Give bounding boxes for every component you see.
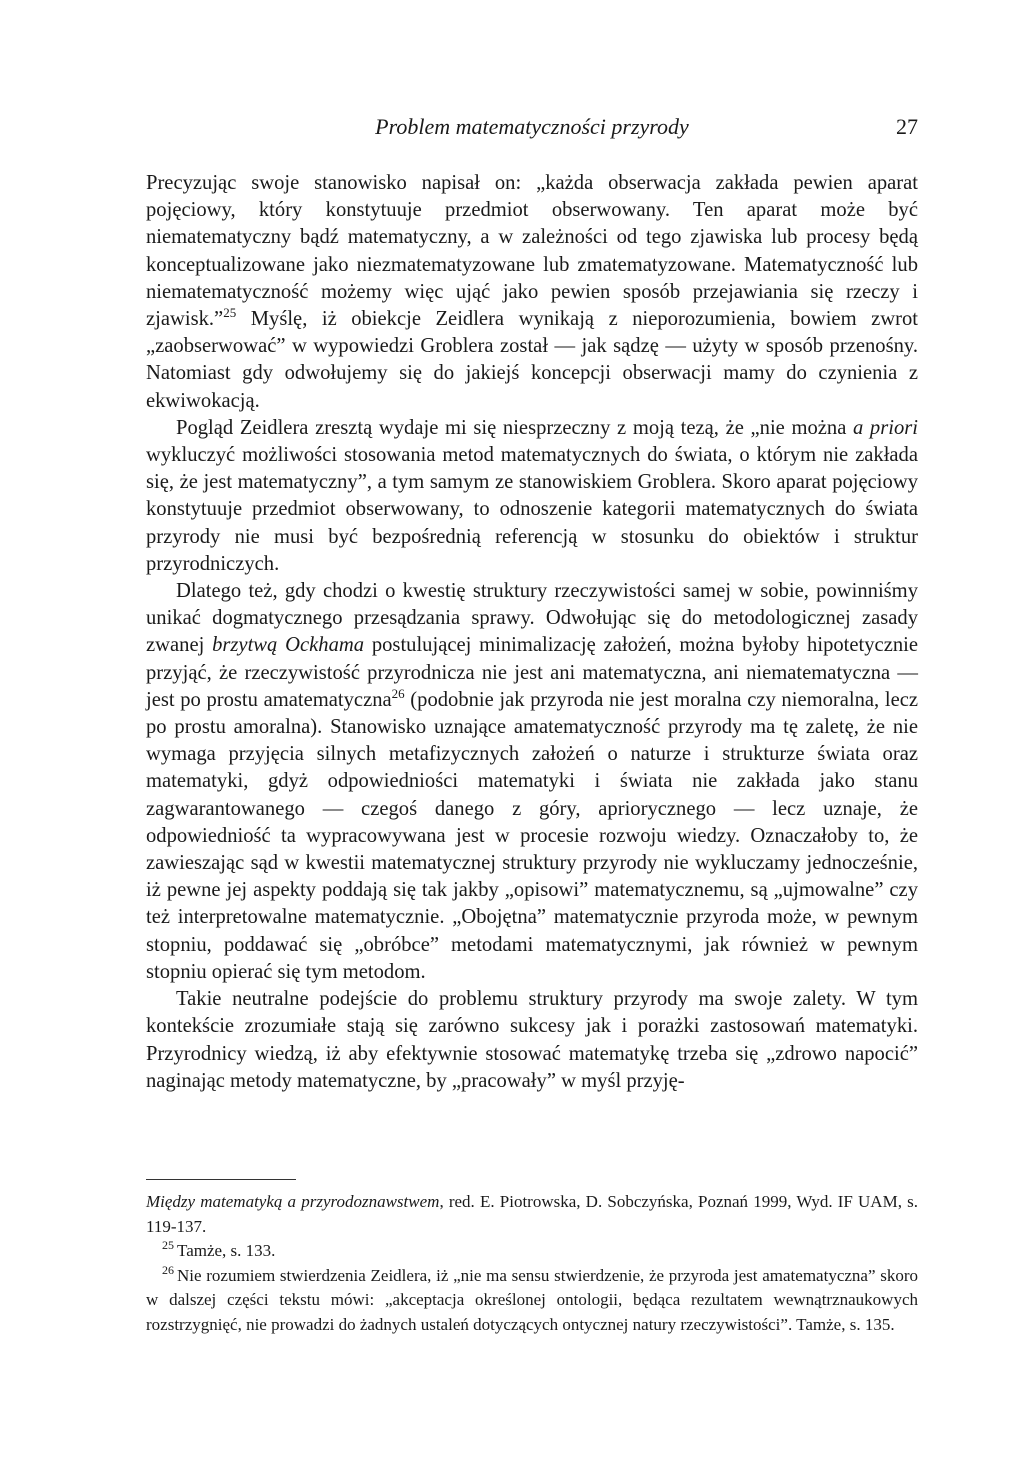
footnote-divider: [146, 1179, 296, 1180]
paragraph-1-text-b: Myślę, iż obiekcje Zeidlera wynikają z nieporozumienia, bowiem zwrot „zaobserwować” w wypowiedzi Groblera został — jak sądzę — użyty w sposób przenośny. Natomiast gdy odwołujemy się do jakiejś koncepcji obserwacji mamy do czynienia z ekwiwokacją.: [146, 308, 918, 412]
paragraph-3-italic: brzytwą Ockhama: [212, 634, 365, 657]
footnote-ref-25: 25: [223, 305, 237, 321]
paragraph-2: [146, 415, 918, 578]
footnote-26-number: 26: [162, 1262, 174, 1277]
paragraph-3-text-b: postulującej minimalizację założeń, można byłoby hipotetycznie przyjąć, że rzeczywistość przyrodnicza nie jest ani matematyczna, ani niematematyczna — jest po prostu amatematyczna: [146, 634, 918, 711]
footnote-25: [146, 1239, 918, 1264]
paragraph-4: [146, 986, 918, 1095]
footnote-25-text: Tamże, s. 133.: [177, 1241, 276, 1260]
page-number: 27: [896, 114, 918, 139]
paragraph-3: [146, 578, 918, 986]
paragraph-1: [146, 170, 918, 415]
paragraph-2-italic: a priori: [852, 416, 918, 439]
footnote-26-text: Nie rozumiem stwierdzenia Zeidlera, iż „nie ma sensu stwierdzenie, że przyroda jest amatematyczna” skoro w dalszej części tekstu mówi: „akceptacja określonej ontologii, będąca rezultatem wewnątrznaukowych rozstrzygnięć, nie prowadzi do żadnych ustaleń dotyczących ontycznej natury rzeczywistości”. Tamże, s. 135.: [146, 1265, 918, 1334]
paragraph-3-text-c: (podobnie jak przyroda nie jest moralna czy niemoralna, lecz po prostu amoralna). Stanowisko uznające amatematyczność przyrody ma tę zaletę, że nie wymaga przyjęcia silnych metafizycznych założeń o naturze i strukturze świata oraz matematyki, gdyż odpowiedniości matematyki i świata nie zakłada jako stanu zagwarantowanego — czegoś danego z góry, apriorycznego — lecz uznaje, że odpowiedniość ta wypracowywana jest w procesie rozwoju wiedzy. Oznaczałoby to, że zawieszając sąd w kwestii matematycznej struktury przyrody nie wykluczamy jednocześnie, iż pewne jej aspekty poddają się tak jakby „opisowi” matematycznemu, są „ujmowalne” czy też interpretowalne matematycznie. „Obojętna” matematycznie przyroda może, w pewnym stopniu, poddawać się „obróbce” metodami matematycznymi, jak również w pewnym stopniu opierać się tym metodom.: [146, 688, 918, 983]
paragraph-2-text-b: wykluczyć możliwości stosowania metod matematycznych do świata, o którym nie zakłada się, że jest matematyczny”, a tym samym ze stanowiskiem Groblera. Skoro aparat pojęciowy konstytuuje przedmiot obserwowany, to odnoszenie kategorii matematycznych do świata przyrody nie musi być bezpośrednią referencją w stosunku do obiektów i struktur przyrodniczych.: [146, 444, 918, 575]
footnote-source-title: Między matematyką a przyrodoznawstwem: [146, 1192, 440, 1211]
paragraph-2-text-a: Pogląd Zeidlera zresztą wydaje mi się niesprzeczny z moją tezą, że „nie można: [176, 416, 853, 439]
paragraph-4-text: Takie neutralne podejście do problemu struktury przyrody ma swoje zalety. W tym kontekście zrozumiałe stają się zarówno sukcesy jak i porażki zastosowań matematyki. Przyrodnicy wiedzą, iż aby efektywnie stosować matematykę trzeba się „zdrowo napocić” naginając metody matematyczne, by „pracowały” w myśl przyję-: [146, 988, 918, 1092]
footnote-source: [146, 1190, 918, 1239]
footnote-ref-26: 26: [391, 685, 405, 701]
paragraph-1-text-a: Precyzując swoje stanowisko napisał on: „każda obserwacja zakłada pewien aparat pojęciowy, który konstytuuje przedmiot obserwowany. Ten aparat może być niematematyczny bądź matematyczny, a w zależności od tego zjawiska lub procesy będą konceptualizowane jako niezmatematyzowane lub zmatematyzowane. Matematyczność lub niematematyczność możemy więc ująć jako pewien sposób przejawiania się rzeczy i zjawisk.”: [146, 172, 918, 331]
footnote-source-details: , red. E. Piotrowska, D. Sobczyńska, Poznań 1999, Wyd. IF UAM, s. 119-137.: [146, 1192, 918, 1236]
footnote-26: [146, 1264, 918, 1338]
running-head: [146, 112, 918, 142]
body-text: [146, 170, 918, 1095]
footnotes: [146, 1190, 918, 1337]
running-title: Problem matematyczności przyrody: [375, 114, 689, 139]
paragraph-3-text-a: Dlatego też, gdy chodzi o kwestię struktury rzeczywistości samej w sobie, powinniśmy unikać dogmatycznego przesądzania sprawy. Odwołując się do metodologicznej zasady zwanej: [146, 580, 918, 657]
footnote-25-number: 25: [162, 1238, 174, 1252]
